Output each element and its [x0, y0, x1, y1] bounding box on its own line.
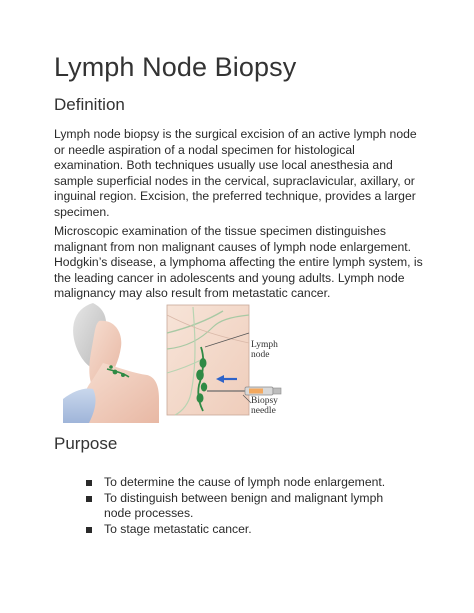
- definition-paragraph-1: Lymph node biopsy is the surgical excision of an active lymph node or needle aspiration of a nodal specimen for histological examination. Both techniques usually use local anesthesia and sample superficial nodes in the cervical, supraclavicular, axillary, or inguinal region. Excision, the preferred technique, provides a larger specimen.: [54, 127, 417, 219]
- biopsy-label: Biopsy: [251, 396, 278, 406]
- needle-label: needle: [251, 406, 276, 416]
- square-bullet-icon: [86, 480, 92, 486]
- definition-paragraph-2: Microscopic examination of the tissue specimen distinguishes malignant from non malignant causes of lymph node enlargement. Hodgkin’s disease, a lymphoma affecting the entire lymph system, is the leading cancer in adolescents and young adults. Lymph node malignancy may also result from metastatic cancer.: [54, 224, 423, 301]
- lymph-label: Lymph: [251, 340, 278, 350]
- biopsy-inset-diagram: [167, 305, 249, 415]
- square-bullet-icon: [86, 496, 92, 502]
- list-item: [86, 522, 386, 538]
- node-label: node: [251, 350, 270, 360]
- lymph-node-shape: [200, 358, 207, 368]
- definition-heading: Definition: [54, 95, 125, 114]
- purpose-list: [86, 475, 386, 537]
- square-bullet-icon: [86, 527, 92, 533]
- list-item: [86, 475, 386, 491]
- list-item-text: To distinguish between benign and malignant lymph node processes.: [104, 490, 384, 521]
- list-item-text: To determine the cause of lymph node enlargement.: [104, 475, 386, 489]
- lymph-node-biopsy-illustration: [63, 303, 301, 423]
- page-title: Lymph Node Biopsy: [54, 52, 297, 82]
- purpose-heading: Purpose: [54, 434, 118, 453]
- patient-figure: [63, 303, 159, 423]
- list-item: [86, 491, 386, 522]
- list-item-text: To stage metastatic cancer.: [104, 521, 252, 536]
